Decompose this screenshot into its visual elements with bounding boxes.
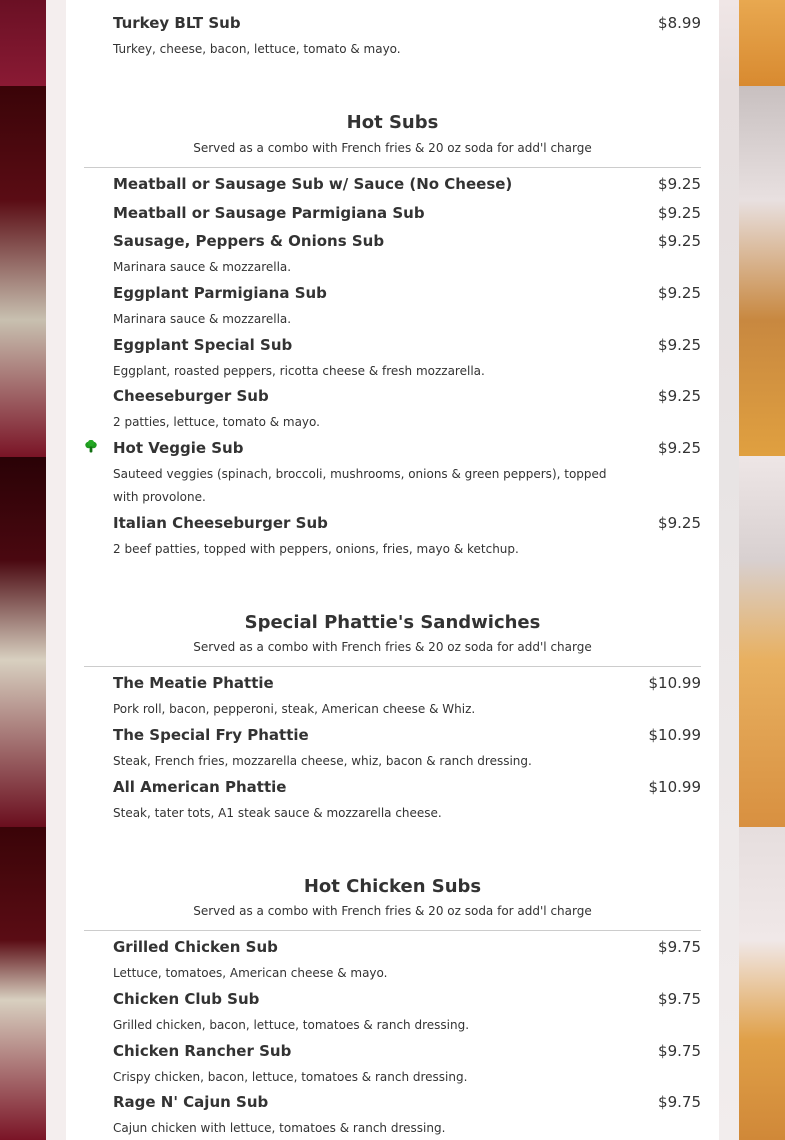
item-description: Lettuce, tomatoes, American cheese & mayo. bbox=[113, 966, 388, 980]
item-name: Italian Cheeseburger Sub bbox=[113, 514, 328, 532]
background-photo-left bbox=[0, 0, 46, 1140]
item-price: $9.25 bbox=[658, 284, 701, 302]
item-description: 2 beef patties, topped with peppers, onions, fries, mayo & ketchup. bbox=[113, 542, 519, 556]
item-description: Pork roll, bacon, pepperoni, steak, American cheese & Whiz. bbox=[113, 702, 476, 716]
item-price: $10.99 bbox=[648, 674, 701, 692]
item-price: $9.25 bbox=[658, 439, 701, 457]
item-name: The Meatie Phattie bbox=[113, 674, 274, 692]
item-description: 2 patties, lettuce, tomato & mayo. bbox=[113, 415, 320, 429]
section-subtitle-phattie: Served as a combo with French fries & 20 oz soda for add'l charge bbox=[193, 640, 592, 654]
section-subtitle-hot-subs: Served as a combo with French fries & 20 oz soda for add'l charge bbox=[193, 141, 592, 155]
item-name: Hot Veggie Sub bbox=[113, 439, 244, 457]
item-name: Meatball or Sausage Sub w/ Sauce (No Cheese) bbox=[113, 175, 513, 193]
section-divider bbox=[84, 930, 701, 931]
item-name: Meatball or Sausage Parmigiana Sub bbox=[113, 204, 425, 222]
item-description: Marinara sauce & mozzarella. bbox=[113, 312, 292, 326]
background-photo-right bbox=[739, 0, 785, 1140]
item-name: Turkey BLT Sub bbox=[113, 14, 241, 32]
item-price: $10.99 bbox=[648, 726, 701, 744]
item-description: Eggplant, roasted peppers, ricotta cheese & fresh mozzarella. bbox=[113, 364, 485, 378]
item-description: Sauteed veggies (spinach, broccoli, mushrooms, onions & green peppers), topped with provolone. bbox=[113, 467, 607, 504]
item-price: $9.25 bbox=[658, 387, 701, 405]
item-price: $9.75 bbox=[658, 938, 701, 956]
item-price: $9.25 bbox=[658, 204, 701, 222]
item-name: Sausage, Peppers & Onions Sub bbox=[113, 232, 385, 250]
item-description: Steak, French fries, mozzarella cheese, whiz, bacon & ranch dressing. bbox=[113, 754, 532, 768]
item-description: Steak, tater tots, A1 steak sauce & mozzarella cheese. bbox=[113, 806, 442, 820]
section-title-hot-subs: Hot Subs bbox=[346, 112, 439, 133]
item-price: $9.75 bbox=[658, 1093, 701, 1111]
item-price: $8.99 bbox=[658, 14, 701, 32]
item-price: $9.25 bbox=[658, 175, 701, 193]
item-name: Cheeseburger Sub bbox=[113, 387, 269, 405]
item-price: $9.25 bbox=[658, 232, 701, 250]
section-title-chicken: Hot Chicken Subs bbox=[303, 876, 482, 897]
item-price: $9.25 bbox=[658, 514, 701, 532]
item-description: Marinara sauce & mozzarella. bbox=[113, 260, 292, 274]
item-name: Eggplant Parmigiana Sub bbox=[113, 284, 327, 302]
section-divider bbox=[84, 167, 701, 168]
item-name: Eggplant Special Sub bbox=[113, 336, 293, 354]
item-price: $9.75 bbox=[658, 990, 701, 1008]
background-strip-right bbox=[719, 0, 739, 1140]
section-divider bbox=[84, 666, 701, 667]
item-price: $9.75 bbox=[658, 1042, 701, 1060]
item-description: Grilled chicken, bacon, lettuce, tomatoes & ranch dressing. bbox=[113, 1018, 470, 1032]
item-name: Rage N' Cajun Sub bbox=[113, 1093, 269, 1111]
section-subtitle-chicken: Served as a combo with French fries & 20 oz soda for add'l charge bbox=[193, 904, 592, 918]
background-strip-left bbox=[46, 0, 66, 1140]
item-name: Chicken Club Sub bbox=[113, 990, 260, 1008]
item-name: Grilled Chicken Sub bbox=[113, 938, 278, 956]
item-description: Crispy chicken, bacon, lettuce, tomatoes & ranch dressing. bbox=[113, 1070, 468, 1084]
broccoli-icon bbox=[84, 440, 98, 454]
item-name: All American Phattie bbox=[113, 778, 287, 796]
item-description: Turkey, cheese, bacon, lettuce, tomato & mayo. bbox=[113, 42, 401, 56]
section-title-phattie: Special Phattie's Sandwiches bbox=[244, 612, 541, 633]
item-description: Cajun chicken with lettuce, tomatoes & ranch dressing. bbox=[113, 1121, 446, 1135]
item-price: $10.99 bbox=[648, 778, 701, 796]
item-name: Chicken Rancher Sub bbox=[113, 1042, 292, 1060]
item-name: The Special Fry Phattie bbox=[113, 726, 309, 744]
item-price: $9.25 bbox=[658, 336, 701, 354]
